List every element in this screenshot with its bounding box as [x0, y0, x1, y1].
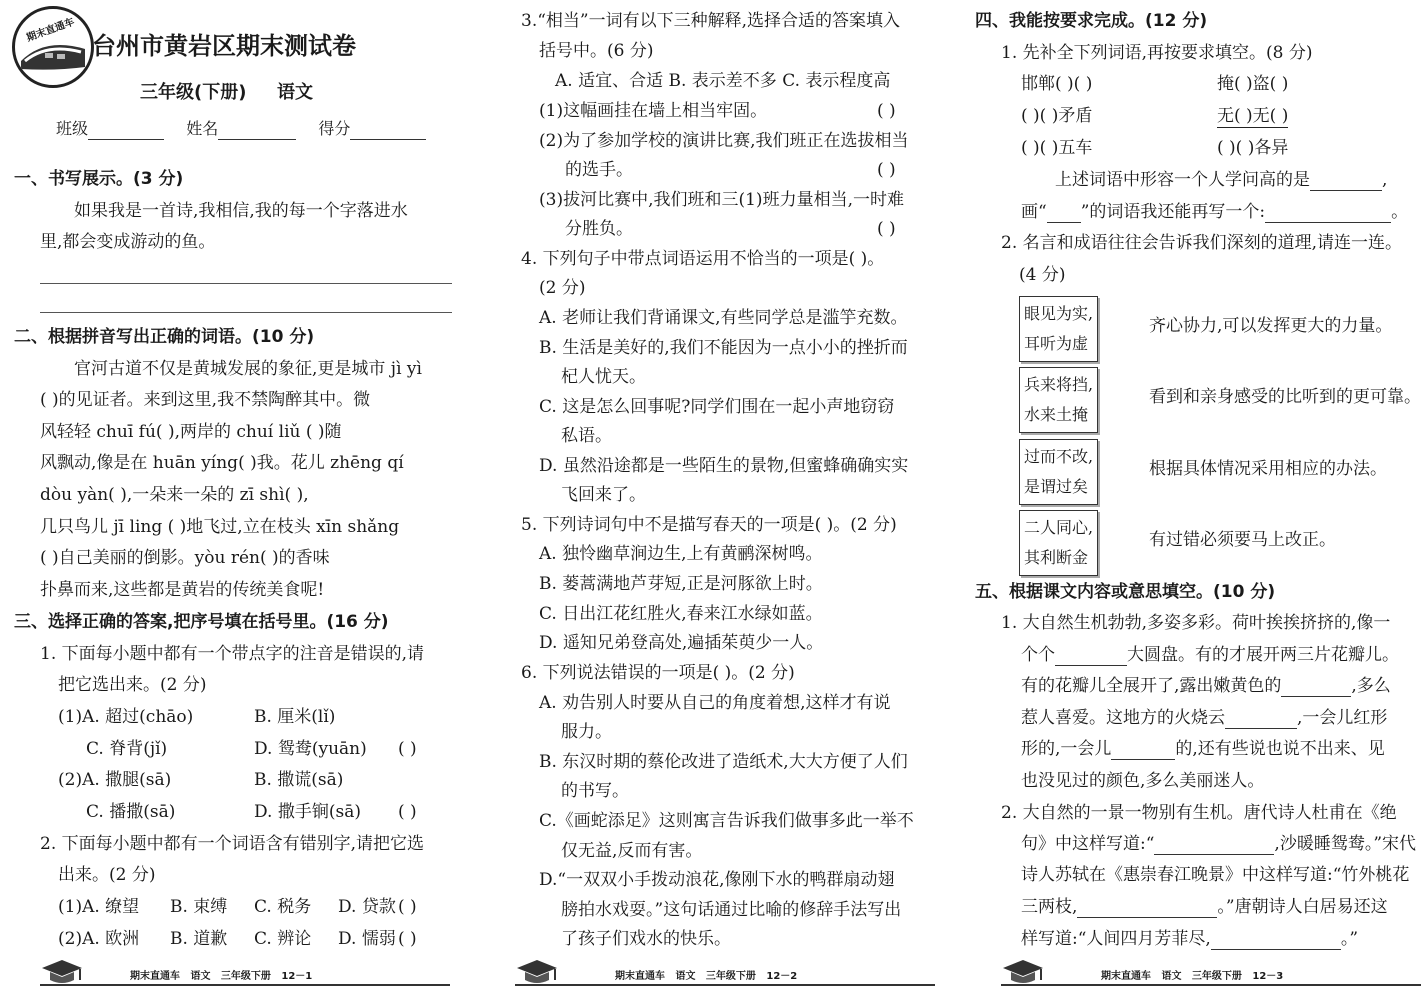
- p1-text: 有的花瓣儿全展开了,露出嫩黄色的: [1021, 676, 1282, 696]
- s3-q2-2-d: D. 懦弱: [338, 929, 396, 949]
- q6-a2: 服力。: [561, 722, 612, 742]
- s3-q1-1b: B. 厘米(lǐ): [254, 707, 336, 727]
- p2-text: ,沙暖睡鸳鸯。”宋代: [1274, 834, 1417, 854]
- answer-paren[interactable]: ( ): [398, 739, 417, 759]
- footer-grade: 三年级下册: [705, 971, 756, 982]
- p2-text: 样写道:“人间四月芳菲尽,: [1021, 929, 1211, 949]
- q3-2: (2)为了参加学校的演讲比赛,我们班正在选拔相当: [539, 131, 909, 151]
- proverb-box[interactable]: [1019, 510, 1098, 576]
- p1-text: 的,还有些说也说不出来、见: [1175, 739, 1385, 759]
- p1-line: [1021, 738, 1385, 760]
- graduation-cap-icon: [515, 958, 559, 986]
- proverb-box[interactable]: [1019, 367, 1098, 433]
- footer-subject: 语文: [1161, 971, 1182, 982]
- info-row: [56, 118, 426, 140]
- page-column-2: [505, 0, 950, 1000]
- word-fill-3[interactable]: ( )( )矛盾: [1021, 106, 1093, 126]
- s2-line: 官河古道不仅是黄城发展的象征,更是城市 jì yì: [74, 359, 422, 379]
- answer-blank[interactable]: [1310, 174, 1382, 191]
- section-1-heading: 一、书写展示。(3 分): [14, 169, 184, 189]
- q6-d3: 了孩子们戏水的快乐。: [561, 929, 731, 949]
- p2-text: 句》中这样写道:“: [1021, 834, 1155, 854]
- proverb-line: 兵来将挡,: [1024, 375, 1094, 394]
- footer-page-2: [515, 960, 935, 990]
- meaning-item[interactable]: 有过错必须要马上改正。: [1149, 530, 1336, 550]
- proverb-line: 二人同心,: [1024, 518, 1094, 537]
- p1-line: [1021, 644, 1399, 666]
- answer-blank[interactable]: [1055, 649, 1127, 666]
- word-fill-6[interactable]: ( )( )各异: [1217, 138, 1289, 158]
- q4-d: D. 虽然沿途都是一些陌生的景物,但蜜蜂确确实实: [539, 456, 909, 476]
- name-field[interactable]: [218, 123, 296, 140]
- graduation-cap-icon: [40, 958, 84, 986]
- answer-blank[interactable]: [1211, 933, 1341, 950]
- word-fill-2[interactable]: 掩( )盗( ): [1217, 74, 1289, 94]
- subtitle-subject: 语文: [277, 82, 314, 103]
- page-title: 台州市黄岩区期末测试卷: [92, 32, 356, 60]
- subtitle: [140, 78, 313, 104]
- writing-line-1[interactable]: [40, 283, 452, 284]
- q4-b: B. 生活是美好的,我们不能因为一点小小的挫折而: [539, 338, 908, 358]
- meaning-item[interactable]: 根据具体情况采用相应的办法。: [1149, 459, 1387, 479]
- fill-scholar: 上述词语中形容一个人学问高的是 ,: [1055, 170, 1388, 190]
- answer-paren[interactable]: ( ): [877, 101, 896, 121]
- s4-q1: 1. 先补全下列词语,再按要求填空。(8 分): [1001, 43, 1313, 63]
- p1-text: 大圆盘。有的才展开两三片花瓣儿。: [1127, 645, 1399, 665]
- s2-line: 风飘动,像是在 huān yíng( )我。花儿 zhēng qí: [40, 453, 404, 473]
- p1-line: [1021, 707, 1387, 729]
- q6-c2: 仅无益,反而有害。: [561, 841, 703, 861]
- q3-options: A. 适宜、合适 B. 表示差不多 C. 表示程度高: [555, 71, 891, 91]
- answer-blank[interactable]: [1154, 838, 1274, 855]
- s3-q2-1-a: (1)A. 缭望: [58, 897, 140, 917]
- proverb-box[interactable]: [1019, 296, 1098, 362]
- proverb-box[interactable]: [1019, 439, 1098, 505]
- proverb-line: 水来土掩: [1024, 405, 1089, 424]
- proverb-line: 耳听为虚: [1024, 334, 1089, 353]
- q4: 4. 下列句子中带点词语运用不恰当的一项是( )。: [521, 249, 885, 269]
- q5-d: D. 遥知兄弟登高处,遍插茱萸少一人。: [539, 633, 824, 653]
- fill-another-text-b: ”的词语我还能再写一个:: [1080, 202, 1266, 222]
- s1-line-2: 里,都会变成游动的鱼。: [40, 232, 216, 252]
- footer-grade: 三年级下册: [220, 971, 271, 982]
- p1-text: 个个: [1021, 645, 1055, 665]
- footer-text: [1101, 967, 1283, 982]
- footer-divider: [40, 984, 450, 986]
- meaning-item[interactable]: 看到和亲身感受的比听到的更可靠。: [1149, 387, 1421, 407]
- q4-a: A. 老师让我们背诵课文,有些同学总是滥竽充数。: [539, 308, 908, 328]
- footer-grade: 三年级下册: [1191, 971, 1242, 982]
- answer-blank[interactable]: [1265, 206, 1391, 223]
- s3-q2-2-b: B. 道歉: [170, 929, 228, 949]
- page-number: 12－3: [1252, 971, 1284, 982]
- s3-q1b: 把它选出来。(2 分): [58, 675, 207, 695]
- q6: 6. 下列说法错误的一项是( )。(2 分): [521, 663, 795, 683]
- p2-line: [1021, 896, 1388, 918]
- footer-text: [130, 967, 312, 982]
- answer-paren[interactable]: ( ): [877, 160, 896, 180]
- page-number: 12－1: [281, 971, 313, 982]
- s3-q1-1a: (1)A. 超过(chāo): [58, 707, 194, 727]
- q4b: (2 分): [539, 278, 586, 298]
- s2-line: dòu yàn( ),一朵来一朵的 zī shì( ),: [40, 485, 309, 505]
- proverb-line: 过而不改,: [1024, 447, 1094, 466]
- footer-divider: [1001, 984, 1421, 986]
- word-fill-5[interactable]: ( )( )五车: [1021, 138, 1093, 158]
- s3-q1: 1. 下面每小题中都有一个带点字的注音是错误的,请: [40, 644, 425, 664]
- footer-text: [615, 967, 797, 982]
- q3-2b: 的选手。: [565, 160, 633, 180]
- q6-c: C.《画蛇添足》这则寓言告诉我们做事多此一举不: [539, 811, 914, 831]
- p1-text: 形的,一会儿: [1021, 739, 1112, 759]
- p2-line: 2. 大自然的一景一物别有生机。唐代诗人杜甫在《绝: [1001, 803, 1397, 823]
- p2-line: [1021, 928, 1358, 950]
- q6-d: D.“一双双小手拨动浪花,像刚下水的鸭群扇动翅: [539, 870, 895, 890]
- proverb-line: 是谓过矣: [1024, 477, 1089, 496]
- q5-a: A. 独怜幽草涧边生,上有黄鹂深树鸣。: [539, 544, 823, 564]
- p1-line: 也没见过的颜色,多么美丽迷人。: [1021, 771, 1265, 791]
- word-fill-1[interactable]: 邯郸( )( ): [1021, 74, 1093, 94]
- section-5-heading: 五、根据课文内容或意思填空。(10 分): [975, 582, 1276, 602]
- section-3-heading: 三、选择正确的答案,把序号填在括号里。(16 分): [14, 612, 389, 632]
- footer-subject: 语文: [675, 971, 696, 982]
- footer-divider: [515, 984, 935, 986]
- s3-q1-2a: (2)A. 撒腿(sā): [58, 770, 172, 790]
- s1-line-1: 如果我是一首诗,我相信,我的每一个字落进水: [74, 201, 408, 221]
- fill-scholar-text: 上述词语中形容一个人学问高的是: [1055, 170, 1310, 190]
- q3-1: (1)这幅画挂在墙上相当牢固。: [539, 101, 768, 121]
- q4-c: C. 这是怎么回事呢?同学们围在一起小声地窃窃: [539, 397, 895, 417]
- s3-q2-2-a: (2)A. 欧洲: [58, 929, 140, 949]
- answer-paren[interactable]: ( ): [398, 802, 417, 822]
- answer-blank[interactable]: [1225, 712, 1297, 729]
- answer-paren[interactable]: ( ): [398, 929, 417, 949]
- answer-paren[interactable]: ( ): [877, 219, 896, 239]
- s3-q2b: 出来。(2 分): [58, 865, 156, 885]
- answer-blank[interactable]: [1111, 743, 1175, 760]
- s3-q2: 2. 下面每小题中都有一个词语含有错别字,请把它选: [40, 834, 425, 854]
- p1-line: [1021, 675, 1391, 697]
- page-column-1: [0, 0, 468, 1000]
- underline-sample: [1047, 206, 1081, 223]
- footer-series: 期末直通车: [615, 971, 665, 982]
- s2-line: ( )的见证者。来到这里,我不禁陶醉其中。微: [40, 390, 371, 410]
- p1-text: ,一会儿红形: [1297, 708, 1388, 728]
- score-field[interactable]: [350, 123, 426, 140]
- answer-blank[interactable]: [1077, 901, 1217, 918]
- score-label: 得分: [318, 119, 351, 138]
- section-4-heading: 四、我能按要求完成。(12 分): [975, 11, 1208, 31]
- s2-line: 扑鼻而来,这些都是黄岩的传统美食呢!: [40, 580, 325, 600]
- footer-series: 期末直通车: [1101, 971, 1151, 982]
- p1-text: 惹人喜爱。这地方的火烧云: [1021, 708, 1225, 728]
- q5-b: B. 蒌蒿满地芦芽短,正是河豚欲上时。: [539, 574, 823, 594]
- p2-line: 诗人苏轼在《惠崇春江晚景》中这样写道:“竹外桃花: [1021, 865, 1410, 885]
- q4-c2: 私语。: [561, 426, 612, 446]
- train-logo-icon: [12, 6, 94, 88]
- s2-line: 几只鸟儿 jī ling ( )地飞过,立在枝头 xīn shǎng: [40, 517, 400, 537]
- p2-text: 。”唐朝诗人白居易还这: [1217, 897, 1388, 917]
- q5: 5. 下列诗词句中不是描写春天的一项是( )。(2 分): [521, 515, 897, 535]
- logo-text: 期末直通车: [25, 16, 77, 45]
- p1-line: 1. 大自然生机勃勃,多姿多彩。荷叶挨挨挤挤的,像一: [1001, 613, 1391, 633]
- s3-q1-2b: B. 撒谎(sā): [254, 770, 344, 790]
- s3-q1-1d: D. 鸳鸯(yuān): [254, 739, 367, 759]
- class-field[interactable]: [88, 123, 164, 140]
- q6-a: A. 劝告别人时要从自己的角度着想,这样才有说: [539, 693, 891, 713]
- p2-line: [1021, 833, 1416, 855]
- proverb-line: 眼见为实,: [1024, 304, 1094, 323]
- answer-paren[interactable]: ( ): [398, 897, 417, 917]
- q3-3b: 分胜负。: [565, 219, 633, 239]
- class-label: 班级: [56, 119, 89, 138]
- subtitle-grade: 三年级(下册): [140, 82, 247, 103]
- footer-page-3: [1001, 960, 1421, 990]
- word-fill-4[interactable]: 无( )无( ): [1217, 106, 1289, 126]
- name-label: 姓名: [186, 119, 219, 138]
- s3-q2-1-c: C. 税务: [254, 897, 312, 917]
- page-number: 12－2: [766, 971, 798, 982]
- q3: 3.“相当”一词有以下三种解释,选择合适的答案填入: [521, 11, 901, 31]
- graduation-cap-icon: [1001, 958, 1045, 986]
- q3-3: (3)拔河比赛中,我们班和三(1)班力量相当,一时难: [539, 190, 904, 210]
- p1-text: ,多么: [1351, 676, 1391, 696]
- q3b: 括号中。(6 分): [539, 41, 654, 61]
- footer-page-1: [40, 960, 450, 990]
- s4-q2b: (4 分): [1019, 265, 1066, 285]
- proverb-line: 其利断金: [1024, 548, 1089, 567]
- q5-c: C. 日出江花红胜火,春来江水绿如蓝。: [539, 604, 823, 624]
- footer-series: 期末直通车: [130, 971, 180, 982]
- answer-blank[interactable]: [1281, 680, 1351, 697]
- s3-q2-1-b: B. 束缚: [170, 897, 228, 917]
- footer-subject: 语文: [190, 971, 211, 982]
- page-column-3: [965, 0, 1426, 1000]
- s3-q1-1c: C. 脊背(jǐ): [86, 739, 168, 759]
- fill-another: 画“ ”的词语我还能再写一个: 。: [1021, 202, 1409, 222]
- writing-line-2[interactable]: [40, 312, 452, 313]
- s3-q2-2-c: C. 辨论: [254, 929, 312, 949]
- s3-q1-2c: C. 播撒(sā): [86, 802, 176, 822]
- q6-b2: 的书写。: [561, 781, 629, 801]
- section-2-heading: 二、根据拼音写出正确的词语。(10 分): [14, 327, 315, 347]
- s3-q1-2d: D. 撒手锏(sā): [254, 802, 361, 822]
- s2-line: 风轻轻 chuī fú( ),两岸的 chuí liǔ ( )随: [40, 422, 342, 442]
- p2-text: 。”: [1340, 929, 1359, 949]
- q6-d2: 膀拍水戏耍。”这句话通过比喻的修辞手法写出: [561, 900, 902, 920]
- s4-q2: 2. 名言和成语往往会告诉我们深刻的道理,请连一连。: [1001, 233, 1403, 253]
- p2-text: 三两枝,: [1021, 897, 1078, 917]
- s3-q2-1-d: D. 贷款: [338, 897, 396, 917]
- s2-line: ( )自己美丽的倒影。yòu rén( )的香味: [40, 548, 330, 568]
- meaning-item[interactable]: 齐心协力,可以发挥更大的力量。: [1149, 316, 1393, 336]
- fill-another-text-a: 画“: [1021, 202, 1047, 222]
- q4-b2: 杞人忧天。: [561, 367, 646, 387]
- q6-b: B. 东汉时期的蔡伦改进了造纸术,大大方便了人们: [539, 752, 908, 772]
- q4-d2: 飞回来了。: [561, 485, 646, 505]
